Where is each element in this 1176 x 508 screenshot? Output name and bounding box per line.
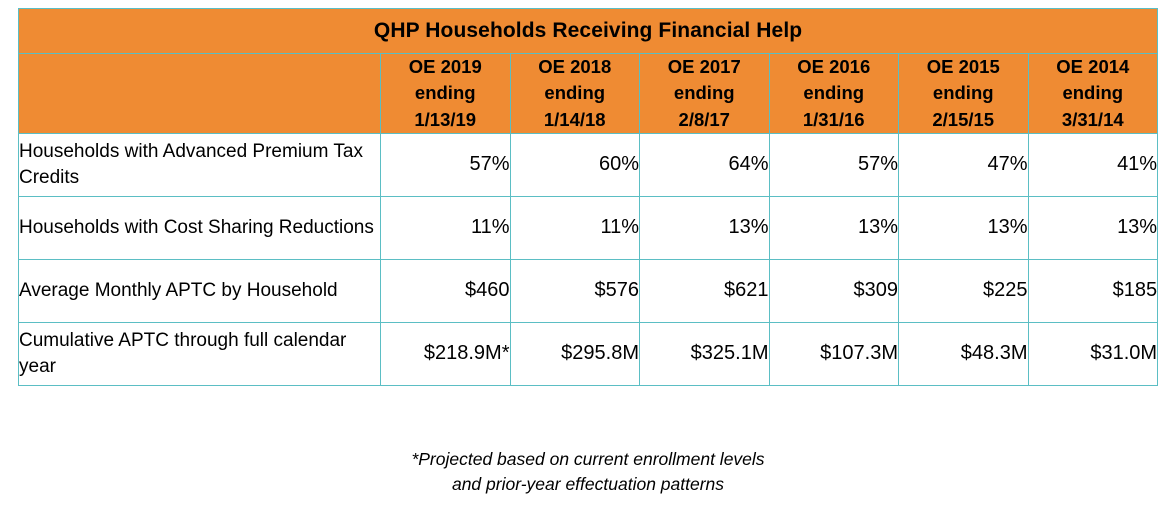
table-cell: 11%: [510, 196, 640, 259]
row-label: Households with Cost Sharing Reductions: [19, 196, 381, 259]
footnote: [0, 447, 1176, 498]
header-corner-cell: [19, 54, 381, 134]
table-cell: 13%: [640, 196, 770, 259]
column-header-line1: OE 2015: [926, 56, 1000, 77]
table-cell: $185: [1028, 259, 1158, 322]
footnote-line-1: *Projected based on current enrollment levels: [411, 449, 765, 469]
table-cell: $48.3M: [899, 322, 1029, 385]
table-cell: 57%: [381, 133, 511, 196]
column-header-line2: ending: [932, 82, 994, 104]
table-cell: 47%: [899, 133, 1029, 196]
page-title: QHP Households Receiving Financial Help: [19, 9, 1158, 54]
table-cell: $460: [381, 259, 511, 322]
table-cell: $31.0M: [1028, 322, 1158, 385]
table-cell: $309: [769, 259, 899, 322]
table-cell: 13%: [899, 196, 1029, 259]
column-header-oe-2017: [640, 54, 770, 134]
table-row: [19, 259, 1158, 322]
table-cell: 11%: [381, 196, 511, 259]
table-cell: $225: [899, 259, 1029, 322]
table-cell: 41%: [1028, 133, 1158, 196]
column-header-line1: OE 2017: [667, 56, 741, 77]
column-header-line2: ending: [673, 82, 735, 104]
column-header-line1: OE 2019: [408, 56, 482, 77]
column-header-line2: ending: [414, 82, 476, 104]
table-container: [18, 8, 1158, 386]
table-cell: 57%: [769, 133, 899, 196]
column-header-line3: 2/15/15: [932, 108, 995, 130]
table-cell: 64%: [640, 133, 770, 196]
column-header-line2: ending: [1062, 82, 1124, 104]
column-header-line1: OE 2018: [538, 56, 612, 77]
table-cell: 13%: [769, 196, 899, 259]
row-label: Cumulative APTC through full calendar year: [19, 322, 381, 385]
table-header-row: [19, 54, 1158, 134]
row-label: Households with Advanced Premium Tax Credits: [19, 133, 381, 196]
qhp-financial-help-table: [18, 8, 1158, 386]
column-header-line3: 1/14/18: [543, 108, 606, 130]
table-cell: $218.9M*: [381, 322, 511, 385]
table-cell: 60%: [510, 133, 640, 196]
column-header-line3: 2/8/17: [678, 108, 730, 130]
column-header-oe-2015: [899, 54, 1029, 134]
column-header-line3: 3/31/14: [1061, 108, 1124, 130]
table-cell: $295.8M: [510, 322, 640, 385]
column-header-line3: 1/31/16: [802, 108, 865, 130]
column-header-oe-2018: [510, 54, 640, 134]
column-header-oe-2019: [381, 54, 511, 134]
table-row: [19, 133, 1158, 196]
row-label: Average Monthly APTC by Household: [19, 259, 381, 322]
table-cell: $107.3M: [769, 322, 899, 385]
column-header-oe-2016: [769, 54, 899, 134]
column-header-line3: 1/13/19: [414, 108, 477, 130]
table-row: [19, 322, 1158, 385]
table-cell: $621: [640, 259, 770, 322]
column-header-line1: OE 2014: [1056, 56, 1130, 77]
column-header-oe-2014: [1028, 54, 1158, 134]
table-cell: 13%: [1028, 196, 1158, 259]
column-header-line1: OE 2016: [797, 56, 871, 77]
table-cell: $576: [510, 259, 640, 322]
table-cell: $325.1M: [640, 322, 770, 385]
footnote-line-2: and prior-year effectuation patterns: [451, 474, 725, 495]
column-header-line2: ending: [803, 82, 865, 104]
table-row: [19, 196, 1158, 259]
table-title-row: [19, 9, 1158, 54]
column-header-line2: ending: [544, 82, 606, 104]
